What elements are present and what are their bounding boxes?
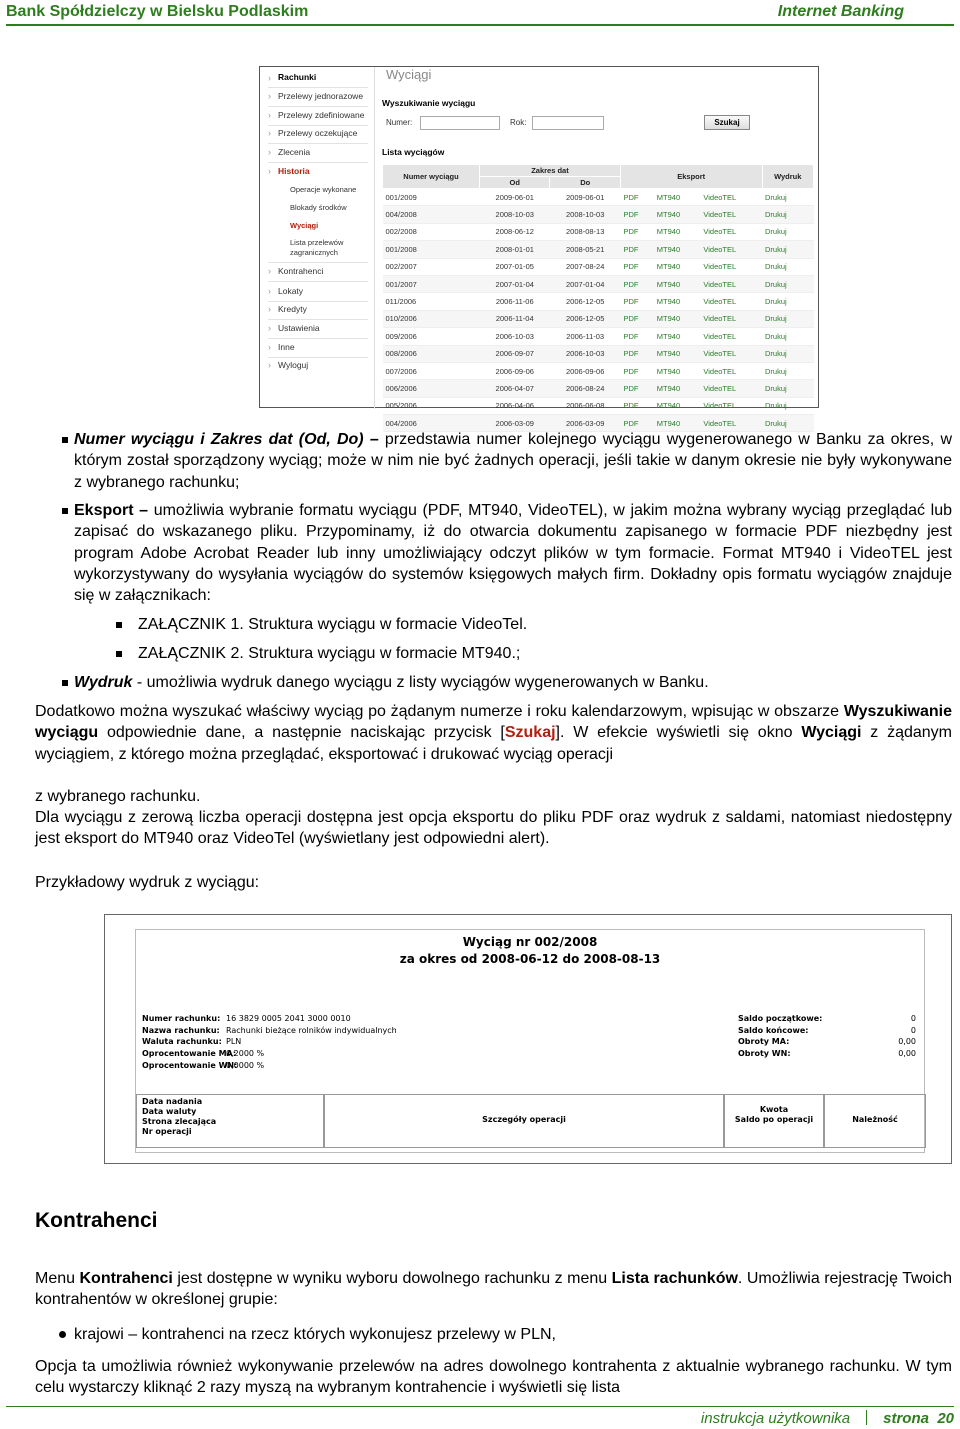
print-link[interactable]: Drukuj — [762, 258, 813, 275]
sidebar-item-zlecenia[interactable]: Zlecenia — [278, 147, 311, 157]
rok-input[interactable] — [532, 116, 604, 130]
export-mt940-link[interactable]: MT940 — [654, 328, 701, 345]
date-from: 2006-11-04 — [480, 310, 550, 327]
date-to: 2007-01-04 — [550, 275, 620, 292]
paragraph-search-end: z wybranego rachunku. — [35, 788, 201, 805]
export-pdf-link[interactable]: PDF — [620, 362, 653, 379]
print-link[interactable]: Drukuj — [762, 189, 813, 206]
export-videotel-link[interactable]: VideoTEL — [700, 328, 762, 345]
export-videotel-link[interactable]: VideoTEL — [700, 206, 762, 223]
export-mt940-link[interactable]: MT940 — [654, 223, 701, 240]
sidebar-item-operacje-wykonane[interactable]: Operacje wykonane — [290, 185, 357, 194]
bullet-square — [62, 437, 68, 443]
date-to: 2007-08-24 — [550, 258, 620, 275]
date-to: 2006-06-08 — [550, 397, 620, 414]
col-zakres: Zakres dat — [480, 165, 621, 177]
statement-number: 004/2008 — [383, 206, 480, 223]
export-pdf-link[interactable]: PDF — [620, 206, 653, 223]
export-pdf-link[interactable]: PDF — [620, 241, 653, 258]
export-mt940-link[interactable]: MT940 — [654, 293, 701, 310]
bullet-krajowi: krajowi – kontrahenci na rzecz których wykonujesz przelewy w PLN, — [74, 1326, 556, 1343]
printout-period: za okres od 2008-06-12 do 2008-08-13 — [399, 952, 661, 966]
print-link[interactable]: Drukuj — [762, 241, 813, 258]
export-videotel-link[interactable]: VideoTEL — [700, 415, 762, 432]
export-videotel-link[interactable]: VideoTEL — [700, 223, 762, 240]
header-product: Internet Banking — [777, 3, 904, 20]
date-to: 2009-06-01 — [550, 189, 620, 206]
export-pdf-link[interactable]: PDF — [620, 345, 653, 362]
search-button[interactable]: Szukaj — [704, 115, 750, 130]
date-to: 2006-09-06 — [550, 362, 620, 379]
header-rule — [6, 24, 954, 26]
date-to: 2006-12-05 — [550, 293, 620, 310]
export-mt940-link[interactable]: MT940 — [654, 397, 701, 414]
table-row — [383, 258, 814, 275]
sidebar-item-wyciagi[interactable]: Wyciągi — [290, 221, 319, 230]
date-from: 2006-04-06 — [480, 397, 550, 414]
statements-screenshot — [259, 66, 819, 428]
export-videotel-link[interactable]: VideoTEL — [700, 345, 762, 362]
sidebar-item-blokady[interactable]: Blokady środków — [290, 203, 347, 212]
statement-number: 002/2007 — [383, 258, 480, 275]
export-pdf-link[interactable]: PDF — [620, 223, 653, 240]
table-row — [383, 328, 814, 345]
footer-strona: strona — [883, 1410, 929, 1427]
printout-right-keys: Saldo początkowe: Saldo końcowe: Obroty MA: Obroty WN: — [738, 1014, 823, 1059]
export-videotel-link[interactable]: VideoTEL — [700, 275, 762, 292]
bullet-square — [62, 680, 68, 686]
bullet-square — [116, 651, 122, 657]
bullet-icon: › — [268, 147, 271, 157]
export-mt940-link[interactable]: MT940 — [654, 189, 701, 206]
printout-header-dates: Data nadania Data waluty Strona zlecająca Nr operacji — [136, 1094, 324, 1148]
col-od: Od — [480, 177, 550, 189]
footer-text — [701, 1410, 954, 1427]
sidebar-item-wyloguj[interactable]: Wyloguj — [278, 360, 309, 370]
date-to: 2008-10-03 — [550, 206, 620, 223]
table-row — [383, 293, 814, 310]
bullet-icon: › — [268, 128, 271, 138]
print-link[interactable]: Drukuj — [762, 310, 813, 327]
export-mt940-link[interactable]: MT940 — [654, 345, 701, 362]
section-heading-kontrahenci: Kontrahenci — [35, 1209, 158, 1232]
date-from: 2007-01-05 — [480, 258, 550, 275]
footer-page-number: 20 — [937, 1410, 954, 1427]
paragraph-example: Przykładowy wydruk z wyciągu: — [35, 874, 260, 891]
sidebar-item-rachunki[interactable]: Rachunki — [278, 72, 317, 82]
bullet-circle — [59, 1331, 66, 1338]
export-mt940-link[interactable]: MT940 — [654, 206, 701, 223]
date-to: 2006-10-03 — [550, 345, 620, 362]
table-row — [383, 241, 814, 258]
bullet-eksport: Eksport – umożliwia wybranie formatu wyciągu (PDF, MT940, VideoTEL), w jakim można wybrany wyciąg przeglądać lub zapisać do wskazanego pliku. Przypominamy, iż do otwarcia dokumentu zapisanego w formacie PDF niezbędny jest program Adobe Acrobat Reader lub inny umożliwiający odczyt plików w tym formacie. Format MT940 i VideoTEL jest wykorzystywany do wysyłania wyciągów do systemów księgowych małych firm. Dokładny opis formatu wyciągów znajduje się w załącznikach: — [74, 502, 952, 605]
date-to: 2008-05-21 — [550, 241, 620, 258]
table-row — [383, 380, 814, 397]
date-from: 2007-01-04 — [480, 275, 550, 292]
list-section-title: Lista wyciągów — [382, 147, 445, 157]
paragraph-kontrahenci: Menu Kontrahenci jest dostępne w wyniku wyboru dowolnego rachunku z menu Lista rachunków. Umożliwia rejestrację Twoich kontrahentów w określonej grupie: — [35, 1270, 952, 1309]
bullet-icon: › — [268, 342, 271, 352]
table-row — [383, 206, 814, 223]
printout-left-keys: Numer rachunku: Nazwa rachunku: Waluta rachunku: Oprocentowanie MA: Oprocentowanie WN: — [142, 1014, 238, 1070]
paragraph-search: Dodatkowo można wyszukać właściwy wyciąg po żądanym numerze i roku kalendarzowym, wpisując w obszarze Wyszukiwanie wyciągu odpowiednie dane, a następnie naciskając przycisk [Szukaj]. W efekcie wyświetli się okno Wyciągi z żądanym wyciągiem, z którego można przeglądać, eksportować i drukować wyciąg operacji — [35, 703, 953, 763]
export-videotel-link[interactable]: VideoTEL — [700, 397, 762, 414]
sidebar-item-przelewy-jednorazowe[interactable]: Przelewy jednorazowe — [278, 91, 364, 101]
statement-number: 006/2006 — [383, 380, 480, 397]
print-link[interactable]: Drukuj — [762, 397, 813, 414]
table-row — [383, 275, 814, 292]
bullet-icon: › — [268, 360, 271, 370]
bullet-wydruk: Wydruk - umożliwia wydruk danego wyciągu z listy wyciągów wygenerowanych w Banku. — [74, 674, 709, 691]
export-mt940-link[interactable]: MT940 — [654, 258, 701, 275]
printout-right-values: 0 0 0,00 0,00 — [898, 1014, 916, 1059]
bullet-square — [62, 508, 68, 514]
statement-number: 009/2006 — [383, 328, 480, 345]
table-row — [383, 189, 814, 206]
print-link[interactable]: Drukuj — [762, 345, 813, 362]
col-do: Do — [550, 177, 620, 189]
date-to: 2008-08-13 — [550, 223, 620, 240]
bullet-icon: › — [268, 110, 271, 120]
statement-number: 011/2006 — [383, 293, 480, 310]
statement-number: 008/2006 — [383, 345, 480, 362]
export-videotel-link[interactable]: VideoTEL — [700, 293, 762, 310]
sidebar-menu — [260, 67, 375, 409]
date-from: 2006-04-07 — [480, 380, 550, 397]
print-link[interactable]: Drukuj — [762, 293, 813, 310]
statement-number: 001/2008 — [383, 241, 480, 258]
export-pdf-link[interactable]: PDF — [620, 415, 653, 432]
printout-header-details: Szczegóły operacji — [324, 1094, 724, 1148]
date-from: 2008-01-01 — [480, 241, 550, 258]
date-from: 2006-03-09 — [480, 415, 550, 432]
bullet-icon: › — [268, 304, 271, 314]
sidebar-item-przelewy-zdefiniowane[interactable]: Przelewy zdefiniowane — [278, 110, 365, 120]
paragraph-zero-ops: Dla wyciągu z zerową liczba operacji dostępna jest opcja eksportu do pliku PDF oraz wydruk z saldami, natomiast niedostępny jest eksport do MT940 oraz VideoTel (wyświetlany jest odpowiedni alert). — [35, 809, 952, 848]
statement-number: 001/2009 — [383, 189, 480, 206]
export-mt940-link[interactable]: MT940 — [654, 275, 701, 292]
export-mt940-link[interactable]: MT940 — [654, 415, 701, 432]
bullet-icon: › — [268, 91, 271, 101]
sidebar-item-historia[interactable]: Historia — [278, 166, 310, 176]
bullet-icon: › — [268, 166, 271, 176]
statement-printout — [104, 914, 952, 1164]
printout-frame — [135, 929, 925, 1153]
numer-input[interactable] — [420, 116, 500, 130]
sidebar-item-lokaty[interactable]: Lokaty — [278, 286, 304, 296]
export-pdf-link[interactable]: PDF — [620, 275, 653, 292]
statements-main — [382, 67, 818, 428]
date-to: 2006-03-09 — [550, 415, 620, 432]
date-to: 2006-11-03 — [550, 328, 620, 345]
numer-label: Numer: — [386, 118, 413, 127]
date-from: 2006-11-06 — [480, 293, 550, 310]
sidebar-item-kontrahenci[interactable]: Kontrahenci — [278, 266, 324, 276]
sidebar-item-ustawienia[interactable]: Ustawienia — [278, 323, 320, 333]
print-link[interactable]: Drukuj — [762, 415, 813, 432]
export-videotel-link[interactable]: VideoTEL — [700, 189, 762, 206]
export-mt940-link[interactable]: MT940 — [654, 380, 701, 397]
header-bank-name: Bank Spółdzielczy w Bielsku Podlaskim — [6, 3, 309, 20]
statement-number: 001/2007 — [383, 275, 480, 292]
sidebar-item-kredyty[interactable]: Kredyty — [278, 304, 307, 314]
export-videotel-link[interactable]: VideoTEL — [700, 241, 762, 258]
export-pdf-link[interactable]: PDF — [620, 293, 653, 310]
page-title: Wyciągi — [386, 67, 432, 82]
date-from: 2008-06-12 — [480, 223, 550, 240]
export-pdf-link[interactable]: PDF — [620, 258, 653, 275]
statement-number: 007/2006 — [383, 362, 480, 379]
table-row — [383, 362, 814, 379]
statement-number: 010/2006 — [383, 310, 480, 327]
bullet-icon: › — [268, 286, 271, 296]
page-header — [0, 0, 960, 26]
sidebar-item-przelewy-oczekujace[interactable]: Przelewy oczekujące — [278, 128, 358, 138]
paragraph-opcja: Opcja ta umożliwia również wykonywanie przelewów na adres dowolnego kontrahenta z aktualnie wybranego rachunku. W tym celu wystarczy kliknąć 2 razy myszą na wybranym kontrahencie i wyświetli się lista — [35, 1358, 952, 1397]
col-numer: Numer wyciągu — [383, 165, 480, 189]
col-wydruk: Wydruk — [762, 165, 813, 189]
table-row — [383, 310, 814, 327]
table-row — [383, 397, 814, 414]
print-link[interactable]: Drukuj — [762, 275, 813, 292]
search-section-title: Wyszukiwanie wyciągu — [382, 98, 476, 108]
date-to: 2006-12-05 — [550, 310, 620, 327]
sidebar-item-inne[interactable]: Inne — [278, 342, 295, 352]
date-from: 2008-10-03 — [480, 206, 550, 223]
date-from: 2006-09-07 — [480, 345, 550, 362]
printout-left-values: 16 3829 0005 2041 3000 0010 Rachunki bieżące rolników indywidualnych PLN 0,2000 % 0,0000 % — [226, 1014, 397, 1070]
export-pdf-link[interactable]: PDF — [620, 328, 653, 345]
table-row — [383, 345, 814, 362]
statement-number: 002/2008 — [383, 223, 480, 240]
print-link[interactable]: Drukuj — [762, 328, 813, 345]
bullet-square — [116, 622, 122, 628]
export-videotel-link[interactable]: VideoTEL — [700, 362, 762, 379]
bullet-numer-wyciagu: Numer wyciągu i Zakres dat (Od, Do) – przedstawia numer kolejnego wyciągu wygenerowanego w Banku za okres, w którym został sporządzony wyciąg; może w nim nie być żadnych operacji, jeśli takie w danym okresie nie były wykonywane z wybranego rachunku; — [74, 431, 952, 491]
export-mt940-link[interactable]: MT940 — [654, 241, 701, 258]
export-pdf-link[interactable]: PDF — [620, 189, 653, 206]
export-videotel-link[interactable]: VideoTEL — [700, 380, 762, 397]
export-pdf-link[interactable]: PDF — [620, 310, 653, 327]
export-mt940-link[interactable]: MT940 — [654, 310, 701, 327]
print-link[interactable]: Drukuj — [762, 206, 813, 223]
date-from: 2006-10-03 — [480, 328, 550, 345]
rok-label: Rok: — [510, 118, 527, 127]
export-videotel-link[interactable]: VideoTEL — [700, 310, 762, 327]
page-footer — [6, 1406, 954, 1428]
print-link[interactable]: Drukuj — [762, 380, 813, 397]
attachment-1: ZAŁĄCZNIK 1. Struktura wyciągu w formacie VideoTel. — [138, 616, 528, 633]
print-link[interactable]: Drukuj — [762, 362, 813, 379]
date-to: 2006-08-24 — [550, 380, 620, 397]
export-mt940-link[interactable]: MT940 — [654, 362, 701, 379]
statement-number: 004/2006 — [383, 415, 480, 432]
table-row — [383, 223, 814, 240]
date-from: 2006-09-06 — [480, 362, 550, 379]
export-pdf-link[interactable]: PDF — [620, 380, 653, 397]
footer-rule — [6, 1406, 954, 1407]
printout-title: Wyciąg nr 002/2008 — [462, 935, 598, 949]
statement-number: 005/2006 — [383, 397, 480, 414]
export-videotel-link[interactable]: VideoTEL — [700, 258, 762, 275]
bullet-icon: › — [268, 266, 271, 276]
printout-header-amount: Kwota Saldo po operacji — [724, 1094, 824, 1148]
statements-table — [382, 164, 814, 432]
printout-header-balance-change: Należność — [824, 1094, 926, 1148]
sidebar-item-lista-przelewow[interactable]: Lista przelewów — [290, 238, 344, 247]
print-link[interactable]: Drukuj — [762, 223, 813, 240]
sidebar-item-lista-przelewow-2[interactable]: zagranicznych — [290, 248, 338, 257]
date-from: 2009-06-01 — [480, 189, 550, 206]
export-pdf-link[interactable]: PDF — [620, 397, 653, 414]
footer-doc-name: instrukcja użytkownika — [700, 1410, 851, 1427]
bullet-icon: › — [268, 73, 271, 83]
attachment-2: ZAŁĄCZNIK 2. Struktura wyciągu w formacie MT940.; — [138, 645, 521, 662]
bullet-icon: › — [268, 323, 271, 333]
col-eksport: Eksport — [620, 165, 762, 189]
